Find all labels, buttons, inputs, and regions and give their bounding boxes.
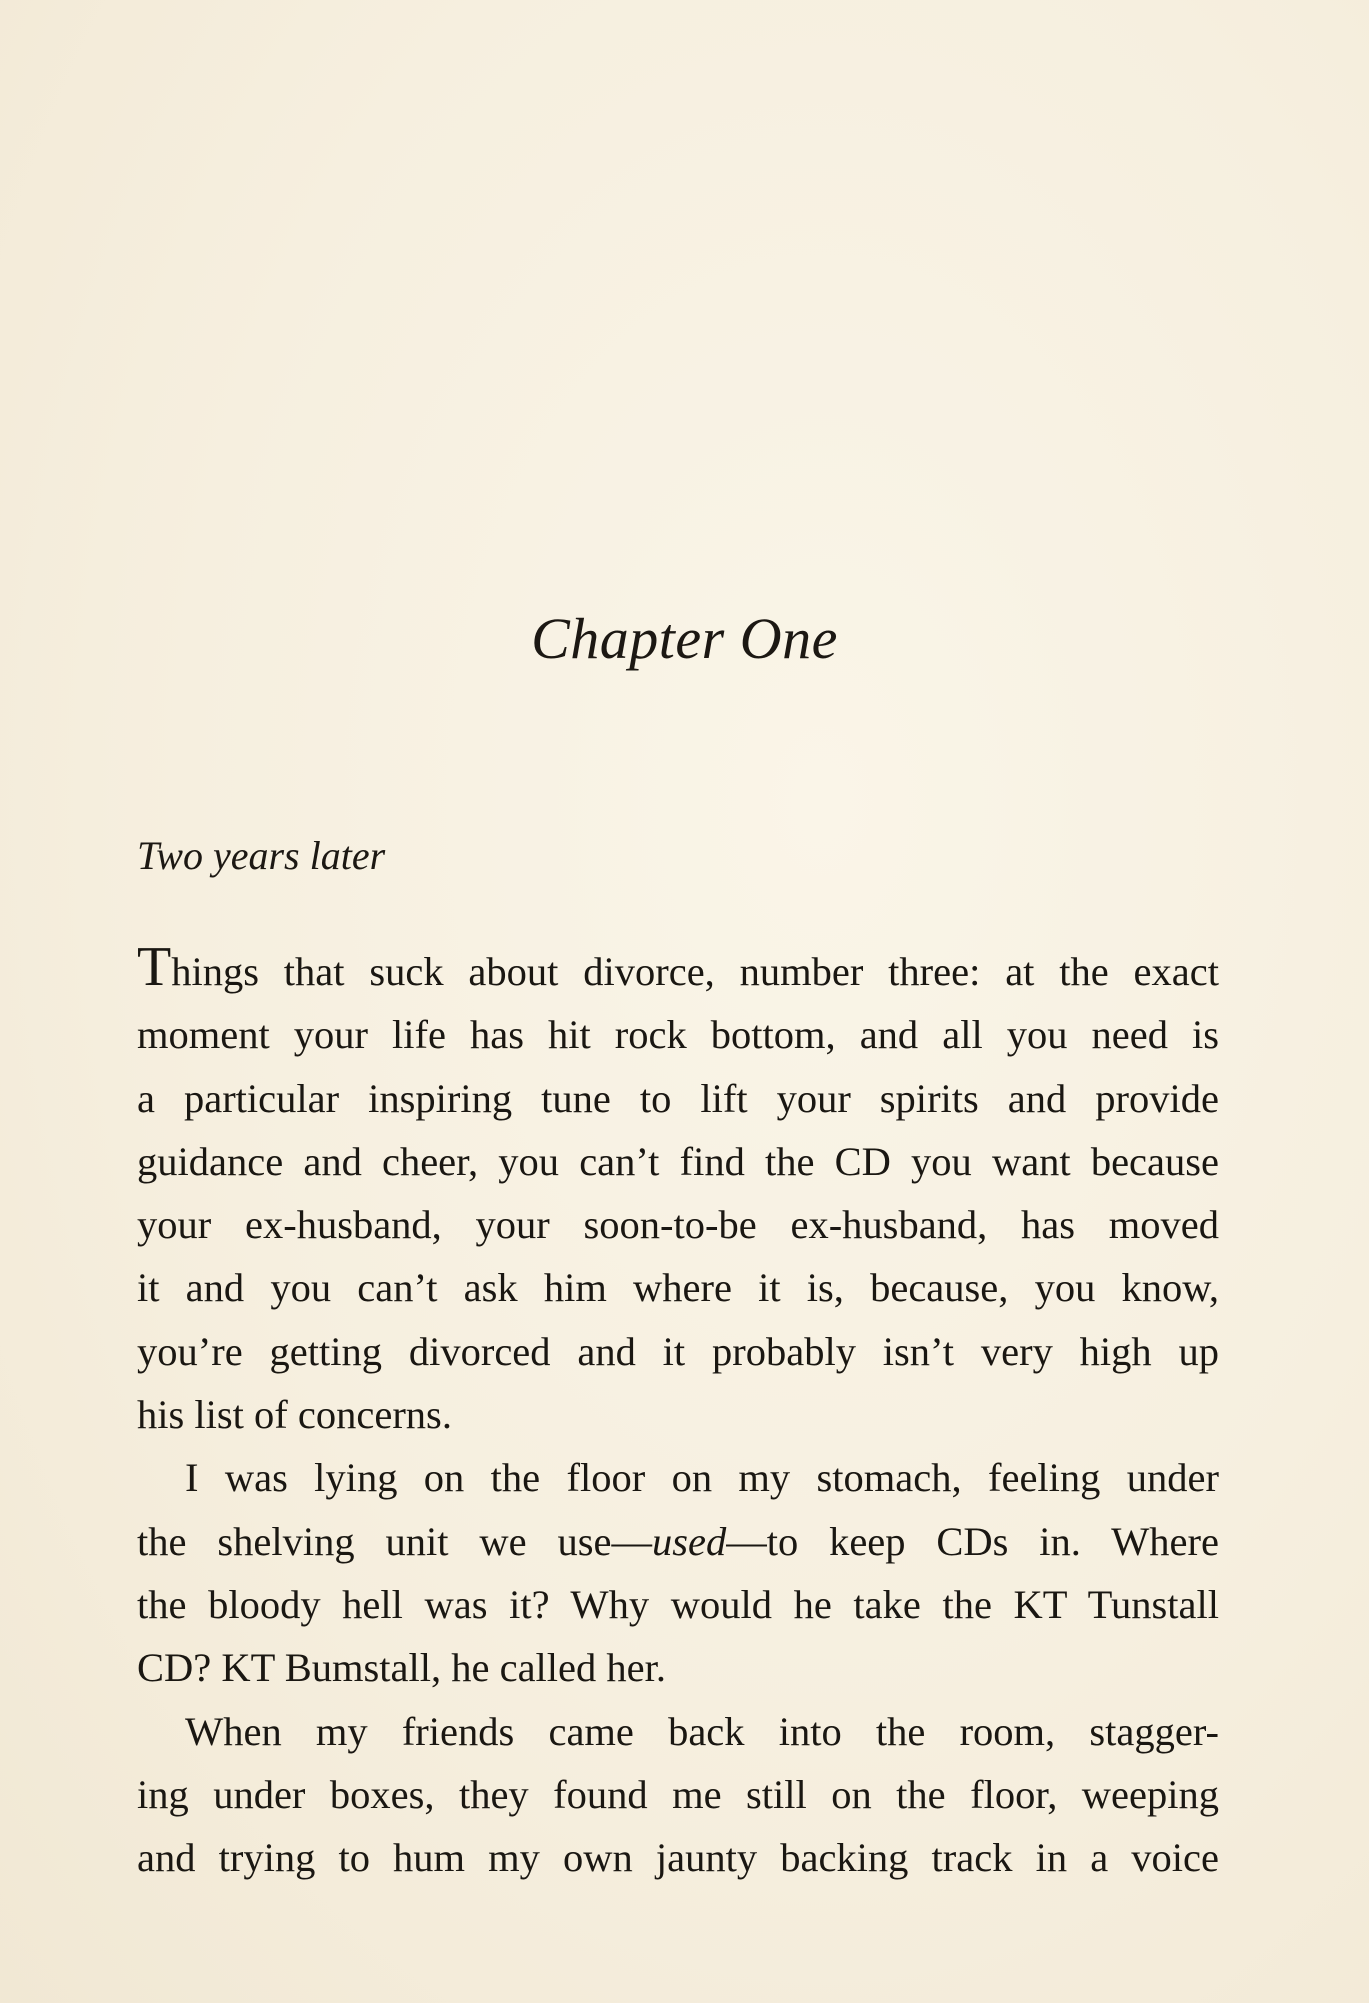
text-line: CD? KT Bumstall, he called her. xyxy=(137,1645,667,1691)
text-line: moment your life has hit rock bottom, and all you need is xyxy=(137,1012,1219,1058)
text-line: your ex-husband, your soon-to-be ex-husband, has moved xyxy=(137,1202,1219,1248)
text-line: the shelving unit we use—used—to keep CDs in. Where xyxy=(137,1518,1219,1564)
text-line: Things that suck about divorce, number three: at the exact xyxy=(137,936,1219,998)
drop-cap: T xyxy=(137,936,172,998)
text-line: and trying to hum my own jaunty backing track in a voice xyxy=(137,1835,1219,1881)
emphasis-used: used xyxy=(651,1518,727,1564)
text-line: the bloody hell was it? Why would he take the KT Tunstall xyxy=(137,1581,1219,1627)
chapter-subtitle: Two years later xyxy=(137,833,386,878)
paragraph-3 xyxy=(137,1700,1219,1890)
text-line: I was lying on the floor on my stomach, feeling under xyxy=(185,1455,1219,1501)
text-line: a particular inspiring tune to lift your spirits and provide xyxy=(137,1075,1219,1121)
text-line: When my friends came back into the room, stagger- xyxy=(185,1708,1219,1754)
text-line: ing under boxes, they found me still on the floor, weeping xyxy=(137,1771,1219,1817)
text-line: his list of concerns. xyxy=(137,1392,452,1438)
chapter-title: Chapter One xyxy=(531,606,838,671)
text-line: you’re getting divorced and it probably isn’t very high up xyxy=(137,1328,1219,1374)
paragraph-2 xyxy=(137,1446,1219,1699)
text-line: it and you can’t ask him where it is, because, you know, xyxy=(137,1265,1219,1311)
text-line: guidance and cheer, you can’t find the CD you want because xyxy=(137,1138,1219,1184)
paragraph-1 xyxy=(137,936,1219,1446)
body-text xyxy=(137,936,1219,1889)
